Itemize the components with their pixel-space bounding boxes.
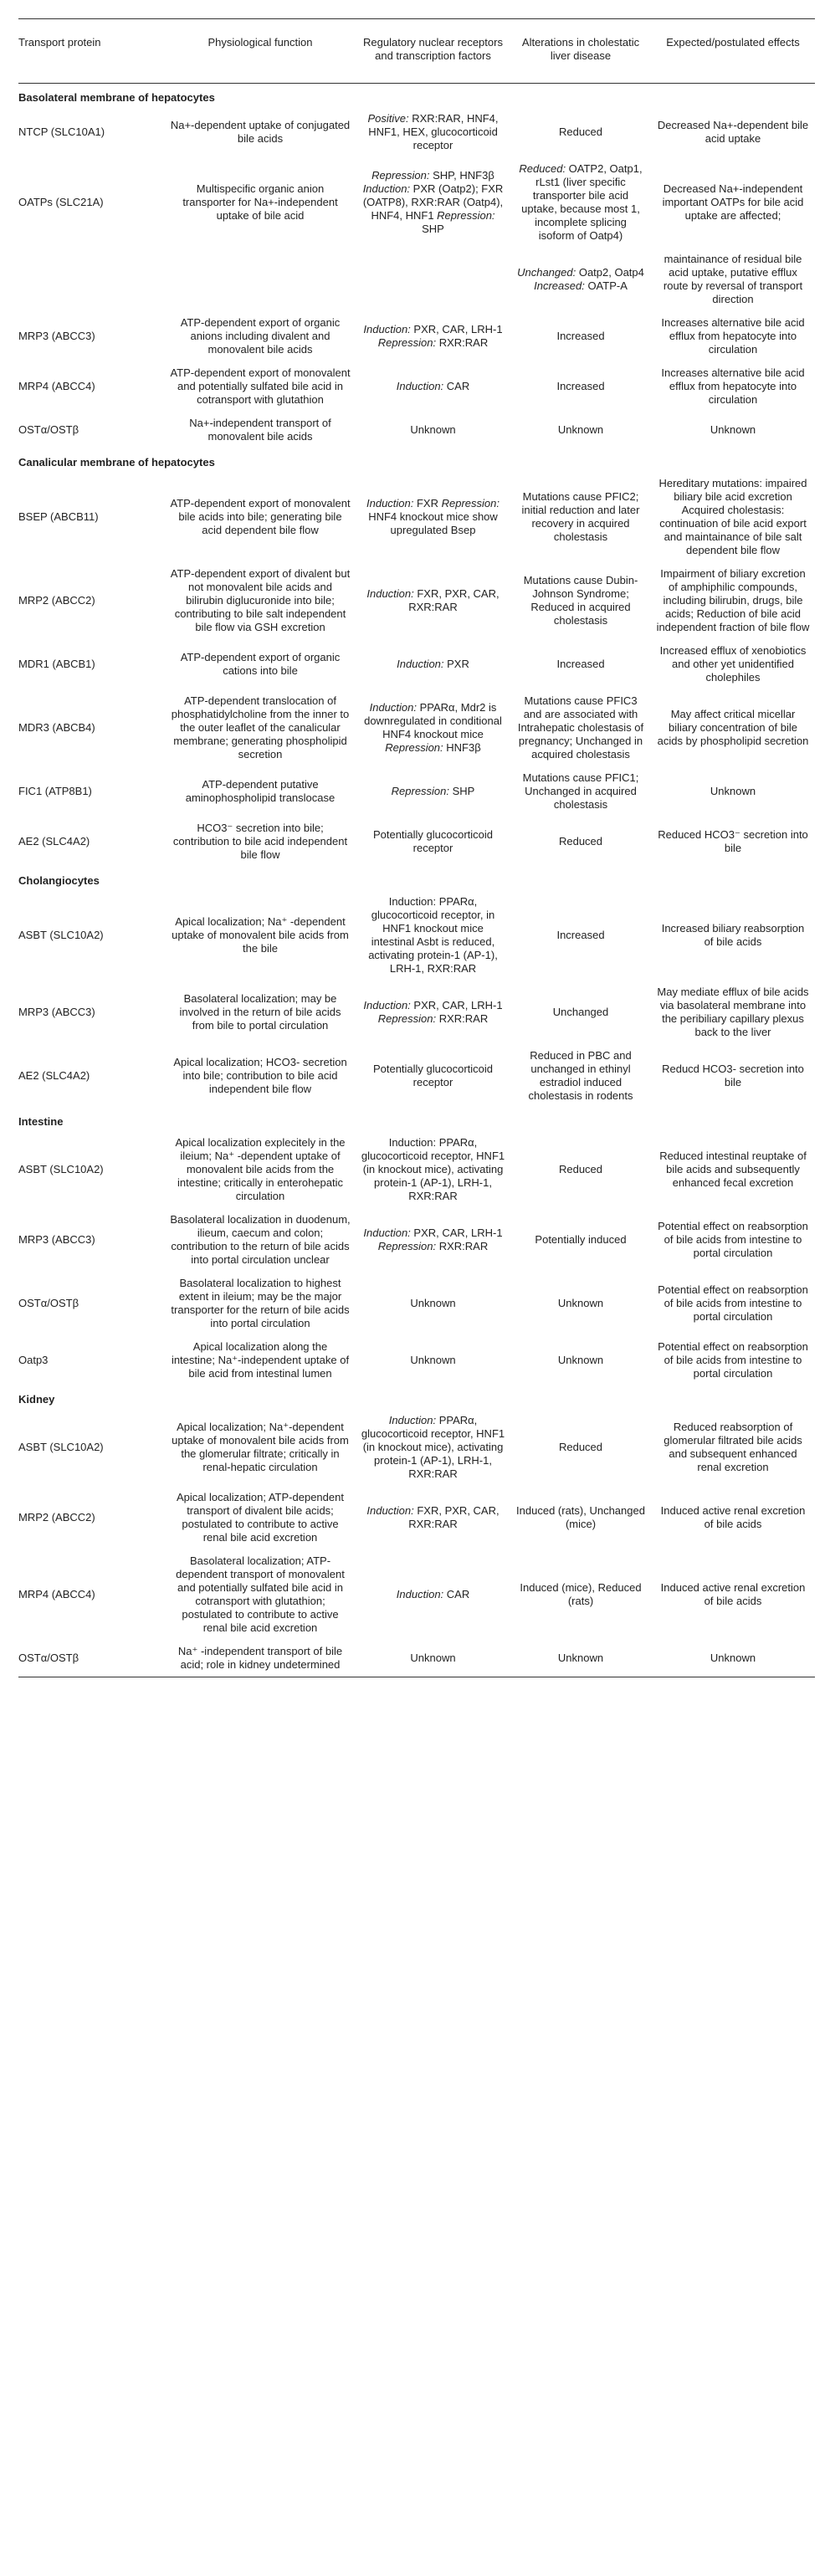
table-row xyxy=(18,1044,815,1108)
cell-physiological-function xyxy=(165,248,356,311)
italic-label: Induction: xyxy=(397,658,444,670)
cell-regulatory-factors xyxy=(356,1640,510,1677)
text-segment: Induced (rats), Unchanged (mice) xyxy=(516,1504,645,1530)
italic-label: Induction: xyxy=(369,701,417,714)
cell-transport-protein: MRP3 (ABCC3) xyxy=(18,1006,95,1018)
cell-regulatory-factors xyxy=(356,1272,510,1335)
cell-regulatory-factors xyxy=(356,1549,510,1640)
text-segment: HNF3β xyxy=(443,741,481,754)
cell-alterations xyxy=(510,472,651,562)
text-segment: Unknown xyxy=(557,1354,604,1366)
section-row xyxy=(18,867,815,890)
header-alterations: Alterations in cholestatic liver disease xyxy=(510,19,651,84)
text-segment: Unknown xyxy=(410,423,456,436)
table-row xyxy=(18,1208,815,1272)
cell-transport-protein: Oatp3 xyxy=(18,1354,49,1366)
text-segment: CAR xyxy=(443,1588,470,1600)
text-segment: Unknown xyxy=(410,1652,456,1664)
cell-transport-protein: OSTα/OSTβ xyxy=(18,1652,79,1664)
cell-expected-effects: Increases alternative bile acid efflux from hepatocyte into circulation xyxy=(661,316,805,356)
italic-label: Repression: xyxy=(371,169,430,182)
table-row xyxy=(18,817,815,867)
text-segment: Potentially glucocorticoid receptor xyxy=(372,1063,494,1088)
cell-physiological-function: Na+-independent transport of monovalent bile acids xyxy=(189,417,331,443)
cell-regulatory-factors xyxy=(356,472,510,562)
cell-transport-protein: MRP2 (ABCC2) xyxy=(18,1511,95,1524)
cell-transport-protein: FIC1 (ATP8B1) xyxy=(18,785,92,797)
cell-physiological-function: Basolateral localization; may be involved in the return of bile acids from bile to portal circulation xyxy=(179,992,341,1032)
text-segment: Mutations cause PFIC1; Unchanged in acquired cholestasis xyxy=(522,771,639,811)
table-body xyxy=(18,84,815,1677)
text-segment: FXR, PXR, CAR, RXR:RAR xyxy=(408,587,500,613)
italic-label: Repression: xyxy=(377,1012,437,1025)
section-title: Canalicular membrane of hepatocytes xyxy=(18,456,215,469)
section-title: Kidney xyxy=(18,1393,55,1406)
italic-label: Induction: xyxy=(362,182,411,195)
cell-expected-effects: Induced active renal excretion of bile acids xyxy=(660,1581,806,1607)
cell-transport-protein: MRP2 (ABCC2) xyxy=(18,594,95,607)
cell-physiological-function: Apical localization; Na⁺-dependent uptake of monovalent bile acids from the glomerular filtrate; critically in renal-hepatic circulation xyxy=(172,1421,349,1473)
cell-physiological-function: Apical localization along the intestine; Na⁺-independent uptake of bile acid from intestinal lumen xyxy=(171,1340,350,1380)
cell-regulatory-factors xyxy=(356,817,510,867)
cell-transport-protein: ASBT (SLC10A2) xyxy=(18,1163,104,1175)
cell-transport-protein: MRP3 (ABCC3) xyxy=(18,1233,95,1246)
cell-physiological-function: HCO3⁻ secretion into bile; contribution to bile acid independent bile flow xyxy=(172,822,348,861)
table-row xyxy=(18,1549,815,1640)
text-segment: SHP xyxy=(422,223,444,235)
cell-transport-protein: ASBT (SLC10A2) xyxy=(18,929,104,941)
table-row xyxy=(18,1640,815,1677)
cell-expected-effects: Unknown xyxy=(710,423,756,436)
header-physiological-function: Physiological function xyxy=(165,19,356,84)
cell-transport-protein: AE2 (SLC4A2) xyxy=(18,1069,90,1082)
table-row xyxy=(18,107,815,157)
text-segment: Oatp2, Oatp4 xyxy=(576,266,644,279)
cell-expected-effects: Reducd HCO3- secretion into bile xyxy=(662,1063,804,1088)
cell-physiological-function: ATP-dependent export of organic cations into bile xyxy=(180,651,341,677)
table-row xyxy=(18,412,815,448)
cell-physiological-function: ATP-dependent export of organic anions including divalent and monovalent bile acids xyxy=(180,316,341,356)
cell-alterations xyxy=(510,1409,651,1486)
text-segment: CAR xyxy=(443,380,470,392)
italic-label: Induction: xyxy=(363,999,411,1011)
table-row xyxy=(18,689,815,766)
cell-regulatory-factors xyxy=(356,157,510,248)
cell-regulatory-factors xyxy=(356,890,510,981)
text-segment: PPARα, Mdr2 is downregulated in conditional HNF4 knockout mice xyxy=(364,701,502,740)
cell-regulatory-factors xyxy=(356,766,510,817)
cell-physiological-function: Multispecific organic anion transporter for Na+-independent uptake of bile acid xyxy=(182,182,338,222)
cell-transport-protein: NTCP (SLC10A1) xyxy=(18,125,105,138)
text-segment: Induced (mice), Reduced (rats) xyxy=(520,1581,642,1607)
cell-alterations xyxy=(510,1208,651,1272)
text-segment: Potentially glucocorticoid receptor xyxy=(372,828,494,854)
text-segment: Mutations cause Dubin-Johnson Syndrome; Reduced in acquired cholestasis xyxy=(523,574,638,627)
table-row xyxy=(18,890,815,981)
text-segment: Unknown xyxy=(557,423,604,436)
cell-regulatory-factors xyxy=(356,1409,510,1486)
cell-expected-effects: Increased efflux of xenobiotics and other yet unidentified cholephiles xyxy=(659,644,807,684)
table-row xyxy=(18,1335,815,1385)
italic-label: Unchanged: xyxy=(517,266,576,279)
cell-physiological-function: Apical localization; HCO3- secretion into bile; contribution to bile acid independent bile flow xyxy=(173,1056,347,1095)
header-expected-effects: Expected/postulated effects xyxy=(651,19,815,84)
table-row xyxy=(18,311,815,361)
text-segment: Induction: PPARα, glucocorticoid receptor, in HNF1 knockout mice intestinal Asbt is reduced, activating protein-1 (AP-1), LRH-1, RXR:RAR xyxy=(368,895,498,975)
cell-physiological-function: ATP-dependent export of monovalent bile acids into bile; generating bile acid dependent bile flow xyxy=(170,497,351,536)
text-segment: Reduced xyxy=(558,835,603,848)
cell-transport-protein: AE2 (SLC4A2) xyxy=(18,835,90,848)
cell-expected-effects: Impairment of biliary excretion of amphiphilic compounds, including bilirubin, drugs, bile acids; Reduction of bile acid independent fraction of bile flow xyxy=(656,567,810,633)
text-segment: RXR:RAR xyxy=(436,1240,489,1252)
cell-alterations xyxy=(510,1335,651,1385)
italic-label: Induction: xyxy=(366,1504,414,1517)
cell-physiological-function: Basolateral localization; ATP-dependent transport of monovalent and potentially sulfated bile acid in cotransport with glutathion; postulated to contribute to active renal bile acid excretion xyxy=(176,1554,345,1634)
section-title: Cholangiocytes xyxy=(18,874,100,887)
text-segment: Potentially induced xyxy=(535,1233,627,1246)
cell-expected-effects: Induced active renal excretion of bile acids xyxy=(660,1504,806,1530)
section-title: Basolateral membrane of hepatocytes xyxy=(18,91,215,104)
text-segment: PXR, CAR, LRH-1 xyxy=(410,323,503,335)
table-row xyxy=(18,361,815,412)
italic-label: Induction: xyxy=(363,1227,411,1239)
table-row xyxy=(18,157,815,248)
section-row xyxy=(18,1385,815,1409)
cell-alterations xyxy=(510,311,651,361)
table-row xyxy=(18,1131,815,1208)
italic-label: Repression: xyxy=(391,785,450,797)
italic-label: Reduced: xyxy=(519,162,566,175)
cell-physiological-function: ATP-dependent export of divalent but not monovalent bile acids and bilirubin diglucuronide into bile; contributing to bile salt independent bile flow via GSH excretion xyxy=(170,567,351,633)
cell-alterations xyxy=(510,1131,651,1208)
cell-transport-protein: ASBT (SLC10A2) xyxy=(18,1441,104,1453)
cell-physiological-function: ATP-dependent putative aminophospholipid translocase xyxy=(185,778,336,804)
table-row xyxy=(18,562,815,639)
cell-alterations xyxy=(510,1640,651,1677)
italic-label: Induction: xyxy=(366,497,414,510)
text-segment: PXR, CAR, LRH-1 xyxy=(410,1227,503,1239)
text-segment: Reduced xyxy=(558,125,603,138)
text-segment: HNF4 knockout mice show upregulated Bsep xyxy=(368,510,498,536)
italic-label: Induction: xyxy=(366,587,414,600)
cell-alterations xyxy=(510,562,651,639)
cell-transport-protein: MRP3 (ABCC3) xyxy=(18,330,95,342)
cell-transport-protein: MRP4 (ABCC4) xyxy=(18,1588,95,1600)
text-segment: Unknown xyxy=(557,1652,604,1664)
header-regulatory-factors: Regulatory nuclear receptors and transcription factors xyxy=(356,19,510,84)
section-title: Intestine xyxy=(18,1115,64,1128)
cell-transport-protein: BSEP (ABCB11) xyxy=(18,510,99,523)
cell-expected-effects: Reduced intestinal reuptake of bile acids and subsequently enhanced fecal excretion xyxy=(659,1150,807,1189)
cell-regulatory-factors xyxy=(356,311,510,361)
text-segment: SHP, HNF3β xyxy=(429,169,494,182)
italic-label: Positive: xyxy=(367,112,409,125)
header-transport-protein: Transport protein xyxy=(18,19,165,84)
cell-physiological-function: ATP-dependent export of monovalent and potentially sulfated bile acid in cotransport with glutathion xyxy=(170,366,351,406)
text-segment: Unchanged xyxy=(552,1006,609,1018)
cell-expected-effects: Potential effect on reabsorption of bile acids from intestine to portal circulation xyxy=(658,1220,808,1259)
text-segment: Increased xyxy=(556,380,605,392)
cell-physiological-function: Na+-dependent uptake of conjugated bile acids xyxy=(170,119,351,145)
cell-transport-protein xyxy=(18,248,165,311)
table-row xyxy=(18,639,815,689)
cell-regulatory-factors xyxy=(356,981,510,1044)
text-segment: Induction: PPARα, glucocorticoid receptor, HNF1 (in knockout mice), activating protein-1 (AP-1), LRH-1, RXR:RAR xyxy=(361,1136,505,1202)
cell-physiological-function: Apical localization; ATP-dependent transport of divalent bile acids; postulated to contribute to active renal bile acid excretion xyxy=(177,1491,344,1544)
cell-regulatory-factors xyxy=(356,1131,510,1208)
cell-regulatory-factors xyxy=(356,412,510,448)
cell-expected-effects: Potential effect on reabsorption of bile acids from intestine to portal circulation xyxy=(658,1283,808,1323)
italic-label: Increased: xyxy=(534,279,585,292)
table-row xyxy=(18,766,815,817)
cell-expected-effects: Unknown xyxy=(710,1652,756,1664)
cell-expected-effects: Reduced reabsorption of glomerular filtrated bile acids and subsequent enhanced renal excretion xyxy=(663,1421,802,1473)
table-row xyxy=(18,1409,815,1486)
table-row xyxy=(18,472,815,562)
transport-protein-table xyxy=(18,18,815,1677)
text-segment: Reduced xyxy=(558,1163,603,1175)
cell-regulatory-factors xyxy=(356,1208,510,1272)
text-segment: Mutations cause PFIC2; initial reduction and later recovery in acquired cholestasis xyxy=(521,490,640,543)
table-row xyxy=(18,248,815,311)
text-segment: Reduced in PBC and unchanged in ethinyl estradiol induced cholestasis in rodents xyxy=(528,1049,633,1102)
text-segment: Increased xyxy=(556,658,605,670)
cell-expected-effects: May mediate efflux of bile acids via basolateral membrane into the peribiliary capillary plexus back to the liver xyxy=(657,986,809,1038)
text-segment: OATP2, Oatp1, rLst1 (liver specific transporter bile acid uptake, because most 1, incomplete splicing isoform of Oatp4) xyxy=(521,162,643,242)
italic-label: Repression: xyxy=(377,336,437,349)
cell-regulatory-factors xyxy=(356,639,510,689)
cell-regulatory-factors xyxy=(356,1335,510,1385)
cell-transport-protein: MRP4 (ABCC4) xyxy=(18,380,95,392)
text-segment: PPARα, glucocorticoid receptor, HNF1 (in knockout mice), activating protein-1 (AP-1), LRH-1, RXR:RAR xyxy=(361,1414,505,1480)
text-segment: Reduced xyxy=(558,1441,603,1453)
text-segment: Unknown xyxy=(410,1354,456,1366)
cell-physiological-function: Apical localization; Na⁺ -dependent uptake of monovalent bile acids from the bile xyxy=(172,915,349,955)
italic-label: Repression: xyxy=(377,1240,437,1252)
cell-expected-effects: Increases alternative bile acid efflux from hepatocyte into circulation xyxy=(661,366,805,406)
cell-expected-effects: Hereditary mutations: impaired biliary bile acid excretion Acquired cholestasis: continuation of bile acid export and maintainance of bile salt dependent bile flow xyxy=(658,477,807,556)
cell-regulatory-factors xyxy=(356,1486,510,1549)
table-row xyxy=(18,1272,815,1335)
cell-expected-effects: Reduced HCO3⁻ secretion into bile xyxy=(658,828,808,854)
cell-transport-protein: OATPs (SLC21A) xyxy=(18,196,104,208)
cell-expected-effects: Unknown xyxy=(710,785,756,797)
cell-transport-protein: OSTα/OSTβ xyxy=(18,423,79,436)
cell-alterations xyxy=(510,248,651,311)
cell-alterations xyxy=(510,361,651,412)
cell-alterations xyxy=(510,1549,651,1640)
section-row xyxy=(18,448,815,472)
cell-expected-effects: Potential effect on reabsorption of bile acids from intestine to portal circulation xyxy=(658,1340,808,1380)
text-segment: PXR xyxy=(443,658,469,670)
cell-physiological-function: Basolateral localization in duodenum, ilieum, caecum and colon; contribution to the return of bile acids into portal circulation unclear xyxy=(170,1213,351,1266)
cell-expected-effects: Decreased Na+-independent important OATPs for bile acid uptake are affected; xyxy=(662,182,804,222)
text-segment: PXR (Oatp2); FXR (OATP8), RXR:RAR (Oatp4), HNF4, HNF1 xyxy=(362,182,504,222)
text-segment: FXR xyxy=(413,497,442,510)
cell-regulatory-factors xyxy=(356,1044,510,1108)
table-row xyxy=(18,1486,815,1549)
cell-regulatory-factors xyxy=(356,248,510,311)
cell-regulatory-factors xyxy=(356,361,510,412)
cell-alterations xyxy=(510,689,651,766)
text-segment: RXR:RAR, HNF4, HNF1, HEX, glucocorticoid receptor xyxy=(368,112,499,151)
italic-label: Induction: xyxy=(388,1414,437,1426)
italic-label: Induction: xyxy=(396,380,444,392)
cell-alterations xyxy=(510,890,651,981)
cell-expected-effects: Decreased Na+-dependent bile acid uptake xyxy=(657,119,809,145)
cell-physiological-function: Basolateral localization to highest extent in ileium; may be the major transporter for the return of bile acids into portal circulation xyxy=(171,1277,350,1329)
cell-regulatory-factors xyxy=(356,689,510,766)
table-row xyxy=(18,981,815,1044)
italic-label: Repression: xyxy=(437,209,495,222)
cell-regulatory-factors xyxy=(356,107,510,157)
cell-regulatory-factors xyxy=(356,562,510,639)
cell-alterations xyxy=(510,1486,651,1549)
italic-label: Induction: xyxy=(396,1588,444,1600)
italic-label: Induction: xyxy=(363,323,411,335)
cell-expected-effects: Increased biliary reabsorption of bile acids xyxy=(661,922,805,948)
cell-alterations xyxy=(510,107,651,157)
text-segment: Increased xyxy=(556,330,605,342)
cell-transport-protein: MDR1 (ABCB1) xyxy=(18,658,95,670)
text-segment: SHP xyxy=(449,785,475,797)
cell-alterations xyxy=(510,1272,651,1335)
italic-label: Repression: xyxy=(385,741,443,754)
cell-expected-effects: May affect critical micellar biliary concentration of bile acids by phospholipid secretion xyxy=(657,708,809,747)
cell-alterations xyxy=(510,981,651,1044)
cell-alterations xyxy=(510,1044,651,1108)
text-segment: PXR, CAR, LRH-1 xyxy=(410,999,503,1011)
section-row xyxy=(18,84,815,108)
text-segment: Unknown xyxy=(557,1297,604,1309)
cell-alterations xyxy=(510,639,651,689)
cell-physiological-function: Apical localization explecitely in the ileium; Na⁺ -dependent uptake of monovalent bile acids from the intestine; critically in enterohepatic circulation xyxy=(175,1136,346,1202)
cell-transport-protein: MDR3 (ABCB4) xyxy=(18,721,95,734)
text-segment: Unknown xyxy=(410,1297,456,1309)
text-segment: RXR:RAR xyxy=(436,336,489,349)
text-segment: RXR:RAR xyxy=(436,1012,489,1025)
section-row xyxy=(18,1108,815,1131)
italic-label: Repression: xyxy=(441,497,500,510)
cell-expected-effects: maintainance of residual bile acid uptake, putative efflux route by reversal of transport direction xyxy=(663,253,803,305)
text-segment: Mutations cause PFIC3 and are associated with Intrahepatic cholestasis of pregnancy; Unchanged in acquired cholestasis xyxy=(517,694,644,761)
cell-alterations xyxy=(510,157,651,248)
cell-transport-protein: OSTα/OSTβ xyxy=(18,1297,79,1309)
cell-alterations xyxy=(510,766,651,817)
table-header xyxy=(18,19,815,84)
cell-physiological-function: Na⁺ -independent transport of bile acid; role in kidney undetermined xyxy=(177,1645,343,1671)
cell-alterations xyxy=(510,412,651,448)
text-segment: Increased xyxy=(556,929,605,941)
cell-physiological-function: ATP-dependent translocation of phosphatidylcholine from the inner to the outer leaflet of the canalicular membrane; generating phospholipid secretion xyxy=(171,694,350,761)
text-segment: OATP-A xyxy=(584,279,628,292)
text-segment: FXR, PXR, CAR, RXR:RAR xyxy=(408,1504,500,1530)
cell-alterations xyxy=(510,817,651,867)
